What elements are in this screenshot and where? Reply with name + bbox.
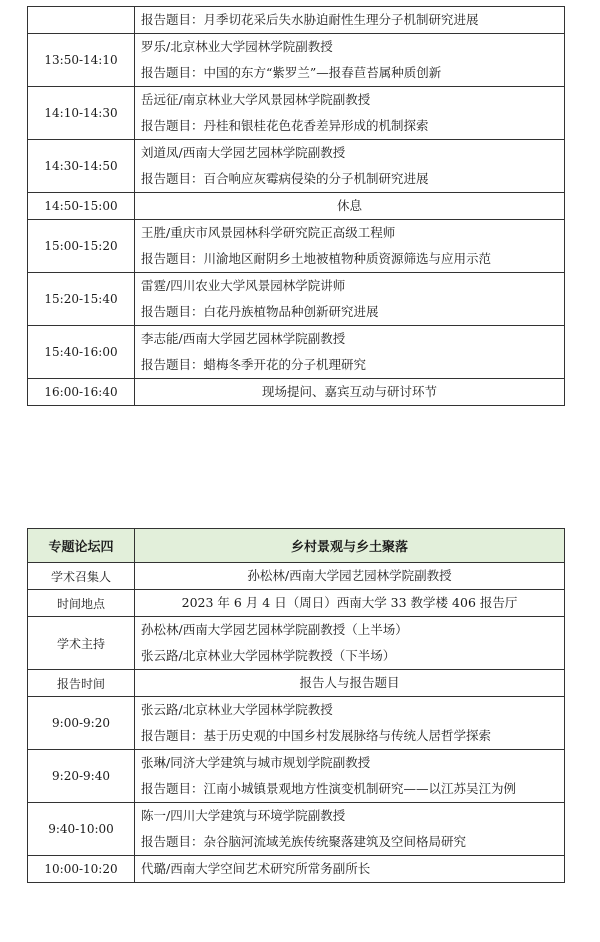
schedule-row: [28, 750, 565, 803]
report-topic: 报告题目：丹桂和银桂花色花香差异形成的机制探索: [141, 118, 429, 133]
speaker-affiliation: 张云路/北京林业大学园林学院教授: [141, 702, 333, 717]
time-slot: 10:00-10:20: [28, 856, 135, 883]
convener-value: 孙松林/西南大学园艺园林学院副教授: [247, 568, 452, 583]
report-topic: 报告题目：江南小城镇景观地方性演变机制研究——以江苏吴江为例: [141, 781, 517, 796]
time-slot: 14:10-14:30: [28, 87, 135, 140]
session4-title: 乡村景观与乡土聚落: [135, 529, 565, 563]
schedule-row: [28, 87, 565, 140]
schedule-row: [28, 34, 565, 87]
time-slot: 16:00-16:40: [28, 379, 135, 406]
time-slot: 9:00-9:20: [28, 697, 135, 750]
report-topic: 报告题目：月季切花采后失水胁迫耐性生理分子机制研究进展: [141, 12, 479, 27]
report-header: 报告人与报告题目: [299, 675, 400, 690]
report-topic: 报告题目：百合响应灰霉病侵染的分子机制研究进展: [141, 171, 429, 186]
time-slot: 14:30-14:50: [28, 140, 135, 193]
time-slot: 15:00-15:20: [28, 220, 135, 273]
speaker-affiliation: 罗乐/北京林业大学园林学院副教授: [141, 39, 333, 54]
report-topic: 报告题目：白花丹族植物品种创新研究进展: [141, 304, 379, 319]
session4-rows: [28, 529, 565, 883]
speaker-affiliation: 李志能/西南大学园艺园林学院副教授: [141, 331, 346, 346]
convener-label: 学术召集人: [28, 563, 135, 590]
report-topic: 报告题目：川渝地区耐阴乡土地被植物种质资源筛选与应用示范: [141, 251, 492, 266]
timeplace-value: 2023 年 6 月 4 日（周日）西南大学 33 教学楼 406 报告厅: [181, 595, 518, 610]
convener-row: [28, 563, 565, 590]
speaker-affiliation: 刘道凤/西南大学园艺园林学院副教授: [141, 145, 346, 160]
schedule-row: [28, 140, 565, 193]
time-slot: 9:40-10:00: [28, 803, 135, 856]
session4-label: 专题论坛四: [28, 529, 135, 563]
time-slot: [28, 7, 135, 34]
schedule-row: [28, 803, 565, 856]
host-label: 学术主持: [28, 617, 135, 670]
timeplace-row: [28, 590, 565, 617]
session3-schedule-table: [27, 6, 565, 406]
timeplace-label: 时间地点: [28, 590, 135, 617]
report-topic: 报告题目：基于历史观的中国乡村发展脉络与传统人居哲学探索: [141, 728, 492, 743]
report-topic: 报告题目：蜡梅冬季开花的分子机理研究: [141, 357, 367, 372]
session3-rows: [28, 7, 565, 406]
host-row: [28, 617, 565, 670]
report-header-row: [28, 670, 565, 697]
session4-header-row: [28, 529, 565, 563]
report-topic: 报告题目：杂谷脑河流域羌族传统聚落建筑及空间格局研究: [141, 834, 467, 849]
schedule-row: [28, 326, 565, 379]
speaker-affiliation: 陈一/四川大学建筑与环境学院副教授: [141, 808, 346, 823]
schedule-row: [28, 273, 565, 326]
time-slot: 13:50-14:10: [28, 34, 135, 87]
report-time-label: 报告时间: [28, 670, 135, 697]
time-slot: 15:20-15:40: [28, 273, 135, 326]
session4-schedule-table: [27, 528, 565, 883]
schedule-row: [28, 856, 565, 883]
schedule-row: [28, 7, 565, 34]
report-topic: 报告题目：中国的东方“紫罗兰”—报春苣苔属种质创新: [141, 65, 442, 80]
host-second-half: 张云路/北京林业大学园林学院教授（下半场）: [141, 648, 396, 663]
session-item: 现场提问、嘉宾互动与研讨环节: [261, 384, 437, 399]
schedule-row: [28, 193, 565, 220]
report-topic: 代璐/西南大学空间艺术研究所常务副所长: [141, 861, 371, 876]
schedule-row: [28, 697, 565, 750]
time-slot: 15:40-16:00: [28, 326, 135, 379]
time-slot: 9:20-9:40: [28, 750, 135, 803]
time-slot: 14:50-15:00: [28, 193, 135, 220]
speaker-affiliation: 雷霆/四川农业大学风景园林学院讲师: [141, 278, 346, 293]
speaker-affiliation: 岳远征/南京林业大学风景园林学院副教授: [141, 92, 371, 107]
speaker-affiliation: 王胜/重庆市风景园林科学研究院正高级工程师: [141, 225, 396, 240]
session-item: 休息: [336, 198, 362, 213]
schedule-row: [28, 220, 565, 273]
speaker-affiliation: 张琳/同济大学建筑与城市规划学院副教授: [141, 755, 371, 770]
schedule-row: [28, 379, 565, 406]
host-first-half: 孙松林/西南大学园艺园林学院副教授（上半场）: [141, 622, 408, 637]
